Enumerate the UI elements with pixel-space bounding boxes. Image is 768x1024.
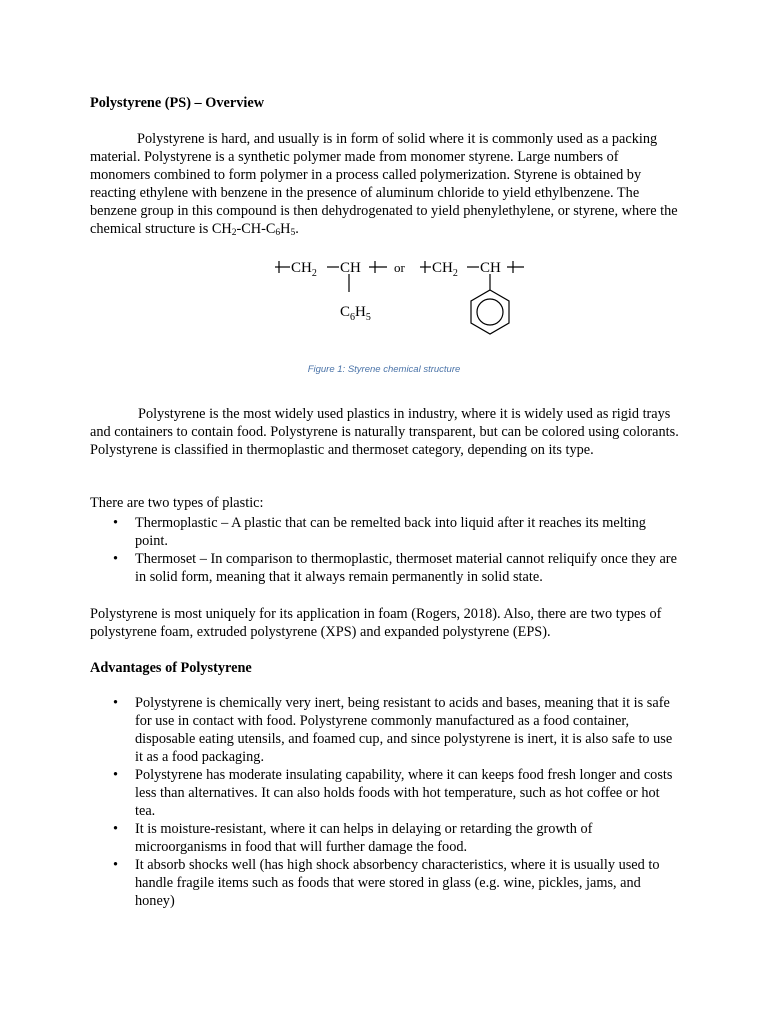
list-item: • Polystyrene is chemically very inert, being resistant to acids and bases, meaning that it is safe for use in contact with food. Polystyrene commonly manufactured as a food container, disposable eating utensils, and foamed cup, and since polystyrene is inert, it is also safe to use it as a food packaging.: [90, 694, 680, 766]
chemical-formula: $CH_2-CH-C_6H_5$.: [211, 221, 299, 238]
formula-left-ch2: $CH_2$: [291, 260, 317, 279]
list-item: • Thermoset – In comparison to thermoplastic, thermoset material cannot reliquify once they are in solid form, meaning that it always remain permanently in solid state.: [90, 550, 680, 586]
advantages-list: [90, 694, 680, 910]
formula-right-ch2: $CH_2$: [432, 260, 458, 279]
list-item: • Polystyrene has moderate insulating capability, where it can keeps food fresh longer and costs less than alternatives. It can also holds foods with hot temperature, such as hot coffee or hot tea.: [90, 766, 680, 820]
intro-text: Polystyrene is hard, and usually is in form of solid where it is commonly used as a packing material. Polystyrene is a synthetic polymer made from monomer styrene. Large numbers of monomers combined to form polymer in a process called polymerization. Styrene is obtained by reacting ethylene with benzene in the presence of aluminum chloride to yield ethylbenzene. The benzene group in this compound is then dehydrogenated to yield phenylethylene, or styrene, where the chemical structure is: [90, 131, 678, 237]
list-item: • It is moisture-resistant, where it can helps in delaying or retarding the growth of microorganisms in food that will further damage the food.: [90, 820, 680, 856]
advantages-heading: Advantages of Polystyrene: [90, 660, 252, 676]
list-item: • It absorb shocks well (has high shock absorbency characteristics, where it is usually used to handle fragile items such as foods that were stored in glass (e.g. wine, pickles, jams, and honey): [90, 856, 680, 910]
page-title: Polystyrene (PS) – Overview: [90, 95, 265, 111]
usage-paragraph: Polystyrene is the most widely used plastics in industry, where it is widely used as rigid trays and containers to contain food. Polystyrene is naturally transparent, but can be colored using colorants. Polystyrene is classified in thermoplastic and thermoset category, depending on its type.: [90, 406, 679, 458]
foam-paragraph: Polystyrene is most uniquely for its application in foam (Rogers, 2018). Also, there are two types of polystyrene foam, extruded polystyrene (XPS) and expanded polystyrene (EPS).: [90, 606, 662, 640]
styrene-structure-figure: [268, 252, 548, 352]
intro-paragraph: [90, 130, 680, 238]
formula-left-branch: $C_6H_5$: [340, 304, 371, 323]
figure-caption: Figure 1: Styrene chemical structure: [307, 364, 461, 375]
formula-right-ch: CH: [480, 260, 501, 276]
plastic-types-list: [90, 514, 680, 586]
types-intro: There are two types of plastic:: [90, 495, 264, 511]
formula-connector: or: [394, 260, 405, 275]
list-item: • Thermoplastic – A plastic that can be remelted back into liquid after it reaches its melting point.: [90, 514, 680, 550]
formula-left-ch: CH: [340, 260, 361, 276]
